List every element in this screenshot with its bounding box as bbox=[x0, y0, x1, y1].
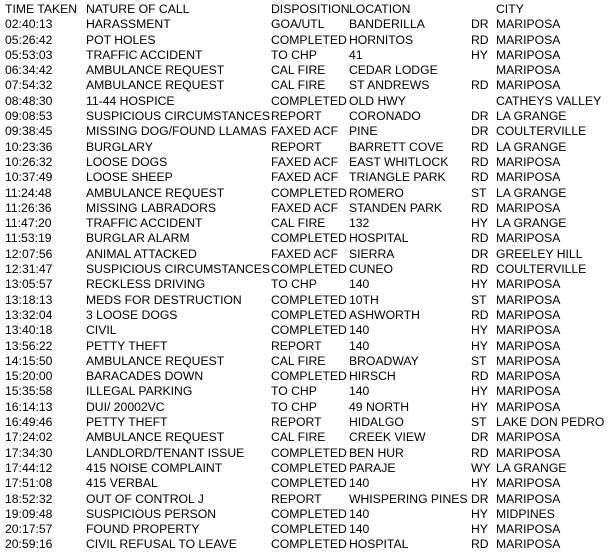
row-street-suffix: HY bbox=[471, 476, 488, 491]
row-city: MARIPOSA bbox=[496, 32, 561, 47]
row-street-suffix: RD bbox=[471, 154, 489, 169]
row-location: SIERRA bbox=[349, 246, 395, 261]
row-location: EAST WHITLOCK bbox=[349, 154, 449, 169]
row-city: MARIPOSA bbox=[496, 47, 561, 62]
row-disposition: FAXED ACF bbox=[271, 124, 339, 139]
row-street-suffix: DR bbox=[471, 17, 489, 32]
row-street-suffix: RD bbox=[471, 369, 489, 384]
table-row bbox=[5, 17, 614, 32]
row-location: OLD HWY bbox=[349, 93, 406, 108]
row-street-suffix: DR bbox=[471, 246, 489, 261]
row-disposition: COMPLETED bbox=[271, 460, 347, 475]
row-disposition: COMPLETED bbox=[271, 32, 347, 47]
row-location: HOSPITAL bbox=[349, 537, 409, 552]
row-location: 140 bbox=[349, 384, 370, 399]
table-row bbox=[5, 446, 614, 461]
row-nature-of-call: OUT OF CONTROL J bbox=[86, 491, 204, 506]
row-location: 140 bbox=[349, 323, 370, 338]
row-time: 11:53:19 bbox=[5, 231, 52, 246]
row-nature-of-call: ANIMAL ATTACKED bbox=[86, 246, 197, 261]
row-location: BANDERILLA bbox=[349, 17, 425, 32]
row-nature-of-call: AMBULANCE REQUEST bbox=[86, 78, 225, 93]
table-row bbox=[5, 277, 614, 292]
row-nature-of-call: PETTY THEFT bbox=[86, 415, 168, 430]
row-disposition: CAL FIRE bbox=[271, 353, 326, 368]
row-location: BROADWAY bbox=[349, 353, 419, 368]
table-row bbox=[5, 492, 614, 507]
table-row bbox=[5, 201, 614, 216]
row-city: MARIPOSA bbox=[496, 537, 561, 552]
row-disposition: FAXED ACF bbox=[271, 170, 339, 185]
row-location: WHISPERING PINES bbox=[349, 491, 468, 506]
row-nature-of-call: TRAFFIC ACCIDENT bbox=[86, 216, 203, 231]
row-disposition: COMPLETED bbox=[271, 476, 347, 491]
row-disposition: CAL FIRE bbox=[271, 216, 326, 231]
table-row bbox=[5, 33, 614, 48]
row-nature-of-call: MISSING DOG/FOUND LLAMAS bbox=[86, 124, 267, 139]
row-street-suffix: HY bbox=[471, 506, 488, 521]
row-city: LA GRANGE bbox=[496, 139, 567, 154]
row-time: 07:54:32 bbox=[5, 78, 53, 93]
row-street-suffix: RD bbox=[471, 262, 489, 277]
table-row bbox=[5, 155, 614, 170]
table-row bbox=[5, 384, 614, 399]
header-disposition: DISPOSITION bbox=[271, 2, 350, 16]
header-city: CITY bbox=[496, 2, 524, 16]
row-time: 15:20:00 bbox=[5, 369, 53, 384]
row-nature-of-call: MEDS FOR DESTRUCTION bbox=[86, 292, 242, 307]
row-street-suffix: WY bbox=[471, 460, 491, 475]
row-time: 11:24:48 bbox=[5, 185, 52, 200]
row-city: MARIPOSA bbox=[496, 292, 561, 307]
row-time: 08:48:30 bbox=[5, 93, 53, 108]
table-row bbox=[5, 522, 614, 537]
table-row bbox=[5, 415, 614, 430]
table-row bbox=[5, 262, 614, 277]
row-disposition: REPORT bbox=[271, 338, 322, 353]
row-disposition: GOA/UTL bbox=[271, 17, 325, 32]
table-row bbox=[5, 430, 614, 445]
row-street-suffix: HY bbox=[471, 522, 488, 537]
row-nature-of-call: BARACADES DOWN bbox=[86, 369, 204, 384]
row-nature-of-call: 415 VERBAL bbox=[86, 476, 158, 491]
table-row bbox=[5, 216, 614, 231]
row-nature-of-call: ILLEGAL PARKING bbox=[86, 384, 193, 399]
row-time: 09:38:45 bbox=[5, 124, 53, 139]
row-location: 10TH bbox=[349, 292, 379, 307]
row-time: 12:31:47 bbox=[5, 262, 53, 277]
row-nature-of-call: TRAFFIC ACCIDENT bbox=[86, 47, 203, 62]
row-street-suffix: RD bbox=[471, 231, 489, 246]
row-disposition: COMPLETED bbox=[271, 292, 347, 307]
row-disposition: FAXED ACF bbox=[271, 154, 339, 169]
row-location: PARAJE bbox=[349, 460, 396, 475]
row-nature-of-call: BURGLAR ALARM bbox=[86, 231, 190, 246]
row-time: 05:53:03 bbox=[5, 47, 53, 62]
row-nature-of-call: CIVIL REFUSAL TO LEAVE bbox=[86, 537, 237, 552]
row-street-suffix: RD bbox=[471, 32, 489, 47]
table-row bbox=[5, 140, 614, 155]
row-nature-of-call: HARASSMENT bbox=[86, 17, 171, 32]
row-time: 02:40:13 bbox=[5, 17, 53, 32]
row-disposition: TO CHP bbox=[271, 47, 317, 62]
row-time: 16:49:46 bbox=[5, 415, 53, 430]
row-location: 140 bbox=[349, 476, 370, 491]
row-nature-of-call: SUSPICIOUS CIRCUMSTANCES bbox=[86, 109, 270, 124]
row-disposition: TO CHP bbox=[271, 384, 317, 399]
row-city: MARIPOSA bbox=[496, 445, 561, 460]
row-nature-of-call: SUSPICIOUS PERSON bbox=[86, 506, 217, 521]
row-city: LA GRANGE bbox=[496, 185, 567, 200]
table-row bbox=[5, 537, 614, 552]
row-disposition: COMPLETED bbox=[271, 522, 347, 537]
row-disposition: COMPLETED bbox=[271, 231, 347, 246]
row-nature-of-call: CIVIL bbox=[86, 323, 117, 338]
row-city: MARIPOSA bbox=[496, 200, 561, 215]
table-row bbox=[5, 507, 614, 522]
row-disposition: CAL FIRE bbox=[271, 430, 326, 445]
table-row bbox=[5, 308, 614, 323]
row-location: TRIANGLE PARK bbox=[349, 170, 446, 185]
row-street-suffix: HY bbox=[471, 384, 488, 399]
row-disposition: COMPLETED bbox=[271, 307, 347, 322]
row-nature-of-call: BURGLARY bbox=[86, 139, 153, 154]
row-disposition: FAXED ACF bbox=[271, 200, 339, 215]
row-location: 132 bbox=[349, 216, 370, 231]
row-time: 16:14:13 bbox=[5, 399, 53, 414]
table-row bbox=[5, 369, 614, 384]
call-log-table bbox=[5, 2, 614, 553]
table-row bbox=[5, 63, 614, 78]
row-disposition: COMPLETED bbox=[271, 262, 347, 277]
row-nature-of-call: AMBULANCE REQUEST bbox=[86, 353, 225, 368]
row-location: 41 bbox=[349, 47, 363, 62]
row-nature-of-call: LOOSE DOGS bbox=[86, 154, 168, 169]
row-time: 20:59:16 bbox=[5, 537, 53, 552]
row-city: MARIPOSA bbox=[496, 430, 561, 445]
row-time: 10:37:49 bbox=[5, 170, 53, 185]
row-location: CORONADO bbox=[349, 109, 421, 124]
row-disposition: COMPLETED bbox=[271, 369, 347, 384]
table-row bbox=[5, 48, 614, 63]
row-location: HIRSCH bbox=[349, 369, 396, 384]
row-time: 19:09:48 bbox=[5, 506, 53, 521]
row-time: 20:17:57 bbox=[5, 522, 53, 537]
row-city: MIDPINES bbox=[496, 506, 555, 521]
table-row bbox=[5, 461, 614, 476]
row-nature-of-call: 11-44 HOSPICE bbox=[86, 93, 175, 108]
row-city: GREELEY HILL bbox=[496, 246, 583, 261]
row-time: 11:26:36 bbox=[5, 200, 52, 215]
row-nature-of-call: RECKLESS DRIVING bbox=[86, 277, 206, 292]
row-street-suffix: HY bbox=[471, 47, 488, 62]
row-city: MARIPOSA bbox=[496, 63, 561, 78]
row-city: MARIPOSA bbox=[496, 353, 561, 368]
row-city: COULTERVILLE bbox=[496, 262, 587, 277]
row-street-suffix: DR bbox=[471, 124, 489, 139]
table-row bbox=[5, 323, 614, 338]
table-row bbox=[5, 476, 614, 491]
row-disposition: TO CHP bbox=[271, 399, 317, 414]
row-time: 18:52:32 bbox=[5, 491, 53, 506]
row-time: 17:44:12 bbox=[5, 460, 53, 475]
row-location: 140 bbox=[349, 338, 370, 353]
row-location: CREEK VIEW bbox=[349, 430, 426, 445]
row-city: MARIPOSA bbox=[496, 17, 561, 32]
table-row bbox=[5, 78, 614, 93]
row-location: PINE bbox=[349, 124, 378, 139]
row-street-suffix: HY bbox=[471, 399, 488, 414]
row-nature-of-call: 3 LOOSE DOGS bbox=[86, 307, 178, 322]
row-location: 140 bbox=[349, 506, 370, 521]
row-time: 10:26:32 bbox=[5, 154, 53, 169]
row-time: 11:47:20 bbox=[5, 216, 52, 231]
row-disposition: COMPLETED bbox=[271, 537, 347, 552]
row-city: MARIPOSA bbox=[496, 307, 561, 322]
row-location: CUNEO bbox=[349, 262, 394, 277]
row-disposition: REPORT bbox=[271, 139, 322, 154]
row-disposition: FAXED ACF bbox=[271, 246, 339, 261]
row-location: ASHWORTH bbox=[349, 307, 420, 322]
row-city: MARIPOSA bbox=[496, 522, 561, 537]
row-time: 17:24:02 bbox=[5, 430, 53, 445]
row-time: 15:35:58 bbox=[5, 384, 53, 399]
row-city: COULTERVILLE bbox=[496, 124, 587, 139]
table-row bbox=[5, 231, 614, 246]
row-street-suffix: ST bbox=[471, 292, 487, 307]
row-time: 17:51:08 bbox=[5, 476, 53, 491]
table-row bbox=[5, 354, 614, 369]
row-street-suffix: RD bbox=[471, 445, 489, 460]
table-row bbox=[5, 186, 614, 201]
row-city: LA GRANGE bbox=[496, 109, 567, 124]
row-city: LA GRANGE bbox=[496, 216, 567, 231]
row-location: 140 bbox=[349, 277, 370, 292]
row-nature-of-call: POT HOLES bbox=[86, 32, 156, 47]
row-time: 10:23:36 bbox=[5, 139, 53, 154]
table-row bbox=[5, 400, 614, 415]
row-time: 06:34:42 bbox=[5, 63, 53, 78]
table-row bbox=[5, 94, 614, 109]
row-nature-of-call: LOOSE SHEEP bbox=[86, 170, 173, 185]
row-street-suffix: RD bbox=[471, 200, 489, 215]
row-street-suffix: RD bbox=[471, 170, 489, 185]
row-city: MARIPOSA bbox=[496, 154, 561, 169]
row-city: MARIPOSA bbox=[496, 277, 561, 292]
row-disposition: CAL FIRE bbox=[271, 63, 326, 78]
row-street-suffix: HY bbox=[471, 277, 488, 292]
row-city: MARIPOSA bbox=[496, 476, 561, 491]
row-location: BARRETT COVE bbox=[349, 139, 444, 154]
row-time: 05:26:42 bbox=[5, 32, 53, 47]
row-city: MARIPOSA bbox=[496, 491, 561, 506]
row-city: MARIPOSA bbox=[496, 369, 561, 384]
row-time: 12:07:56 bbox=[5, 246, 53, 261]
table-row bbox=[5, 247, 614, 262]
header-location: LOCATION bbox=[349, 2, 411, 16]
row-disposition: CAL FIRE bbox=[271, 78, 326, 93]
row-disposition: COMPLETED bbox=[271, 93, 347, 108]
row-city: MARIPOSA bbox=[496, 170, 561, 185]
row-city: MARIPOSA bbox=[496, 384, 561, 399]
table-row bbox=[5, 293, 614, 308]
row-nature-of-call: PETTY THEFT bbox=[86, 338, 168, 353]
row-street-suffix: DR bbox=[471, 430, 489, 445]
row-street-suffix: HY bbox=[471, 323, 488, 338]
row-street-suffix: HY bbox=[471, 216, 488, 231]
row-disposition: REPORT bbox=[271, 109, 322, 124]
row-city: LA GRANGE bbox=[496, 460, 567, 475]
row-nature-of-call: MISSING LABRADORS bbox=[86, 200, 217, 215]
call-log-rows bbox=[5, 17, 614, 552]
row-location: ROMERO bbox=[349, 185, 404, 200]
row-disposition: REPORT bbox=[271, 415, 322, 430]
row-city: CATHEYS VALLEY bbox=[496, 93, 602, 108]
row-street-suffix: ST bbox=[471, 353, 487, 368]
row-location: HIDALGO bbox=[349, 415, 404, 430]
row-disposition: TO CHP bbox=[271, 277, 317, 292]
row-time: 13:32:04 bbox=[5, 307, 53, 322]
row-nature-of-call: AMBULANCE REQUEST bbox=[86, 430, 225, 445]
row-city: MARIPOSA bbox=[496, 399, 561, 414]
header-row bbox=[5, 2, 614, 17]
row-nature-of-call: 415 NOISE COMPLAINT bbox=[86, 460, 223, 475]
row-nature-of-call: FOUND PROPERTY bbox=[86, 522, 200, 537]
row-disposition: REPORT bbox=[271, 491, 322, 506]
row-city: MARIPOSA bbox=[496, 323, 561, 338]
row-nature-of-call: DUI/ 20002VC bbox=[86, 399, 165, 414]
row-time: 09:08:53 bbox=[5, 109, 53, 124]
row-location: CEDAR LODGE bbox=[349, 63, 438, 78]
row-street-suffix: RD bbox=[471, 537, 489, 552]
row-location: ST ANDREWS bbox=[349, 78, 430, 93]
table-row bbox=[5, 339, 614, 354]
row-street-suffix: RD bbox=[471, 78, 489, 93]
row-street-suffix: ST bbox=[471, 185, 487, 200]
table-row bbox=[5, 109, 614, 124]
row-time: 13:40:18 bbox=[5, 323, 53, 338]
row-location: 140 bbox=[349, 522, 370, 537]
row-location: HORNITOS bbox=[349, 32, 414, 47]
row-time: 13:05:57 bbox=[5, 277, 53, 292]
table-row bbox=[5, 170, 614, 185]
row-street-suffix: ST bbox=[471, 415, 487, 430]
row-disposition: COMPLETED bbox=[271, 506, 347, 521]
row-time: 13:18:13 bbox=[5, 292, 53, 307]
row-city: MARIPOSA bbox=[496, 231, 561, 246]
row-location: HOSPITAL bbox=[349, 231, 409, 246]
row-disposition: COMPLETED bbox=[271, 323, 347, 338]
row-street-suffix: RD bbox=[471, 139, 489, 154]
row-location: 49 NORTH bbox=[349, 399, 410, 414]
row-location: STANDEN PARK bbox=[349, 200, 442, 215]
row-street-suffix: DR bbox=[471, 109, 489, 124]
row-nature-of-call: AMBULANCE REQUEST bbox=[86, 185, 225, 200]
row-disposition: COMPLETED bbox=[271, 445, 347, 460]
row-nature-of-call: SUSPICIOUS CIRCUMSTANCES bbox=[86, 262, 270, 277]
row-street-suffix: DR bbox=[471, 491, 489, 506]
header-nature-of-call: NATURE OF CALL bbox=[86, 2, 190, 16]
row-nature-of-call: AMBULANCE REQUEST bbox=[86, 63, 225, 78]
header-time-taken: TIME TAKEN bbox=[5, 2, 78, 16]
row-city: MARIPOSA bbox=[496, 78, 561, 93]
row-city: LAKE DON PEDRO bbox=[496, 415, 605, 430]
row-nature-of-call: LANDLORD/TENANT ISSUE bbox=[86, 445, 245, 460]
row-street-suffix: RD bbox=[471, 307, 489, 322]
row-location: BEN HUR bbox=[349, 445, 404, 460]
row-street-suffix: HY bbox=[471, 338, 488, 353]
table-row bbox=[5, 124, 614, 139]
row-time: 13:56:22 bbox=[5, 338, 53, 353]
row-disposition: COMPLETED bbox=[271, 185, 347, 200]
row-city: MARIPOSA bbox=[496, 338, 561, 353]
row-time: 17:34:30 bbox=[5, 445, 53, 460]
row-time: 14:15:50 bbox=[5, 353, 53, 368]
